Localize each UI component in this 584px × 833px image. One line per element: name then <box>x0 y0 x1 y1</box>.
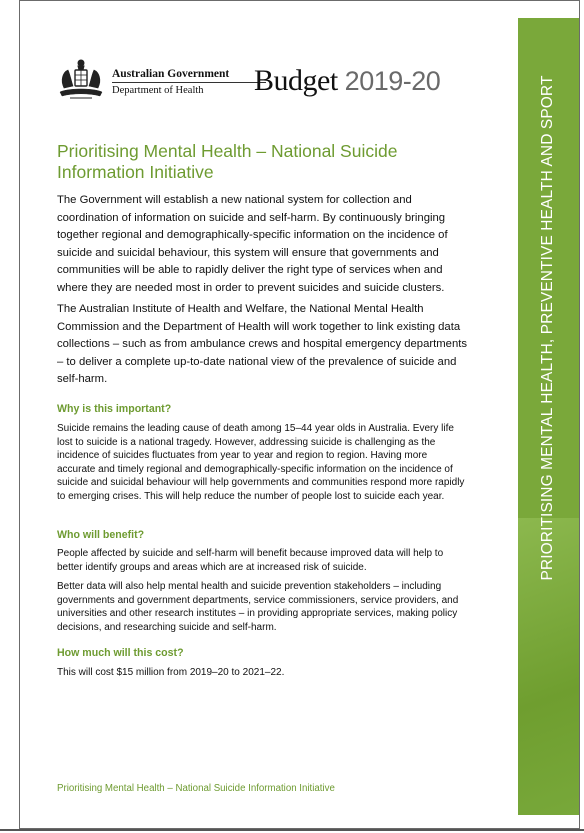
page-title-line-1: Prioritising Mental Health – National Suicide <box>57 141 398 161</box>
cost-text: This will cost $15 million from 2019–20 to 2021–22. <box>57 667 285 678</box>
who-benefit-text-2: Better data will also help mental health and suicide prevention stakeholders – including governments and government departments, service commissioners, service providers, and universities and other research institutes – in providing appropriate services, making policy decisions, and researching suicide and self-harm. <box>57 581 459 633</box>
heading-who-benefit: Who will benefit? <box>57 529 145 541</box>
sidebar-band <box>518 18 579 815</box>
page-title <box>57 141 477 183</box>
budget-year: 2019-20 <box>344 66 441 96</box>
why-important-text: Suicide remains the leading cause of death among 15–44 year olds in Australia. Every life lost to suicide is a national tragedy. However, addressing suicide is challenging as the incidence of suicides fluctuates from year to year and region to region. Having more accurate and timely regional and demographically-specific information on the incidence of suicide and suicidal behaviour will help governments and communities respond more rapidly to emerging crises. This will help reduce the number of people lost to suicide each year. <box>57 423 465 502</box>
sidebar-title: PRIORITISING MENTAL HEALTH, PREVENTIVE HEALTH AND SPORT <box>539 75 556 581</box>
intro-paragraph-2: The Australian Institute of Health and Welfare, the National Mental Health Commission and the Department of Health will work together to link existing data collections – such as from ambulance crews and hospital emergency departments – to deliver a complete up-to-date national view of the prevalence of suicide and self-harm. <box>57 303 468 386</box>
coat-of-arms-icon <box>56 58 106 100</box>
department-name: Department of Health <box>112 85 204 96</box>
budget-word: Budget <box>254 64 338 97</box>
government-name: Australian Government <box>112 68 230 80</box>
header-divider <box>112 82 266 83</box>
intro-paragraph-1: The Government will establish a new national system for collection and coordination of information on suicide and self-harm. By continuously bringing together regional and demographically-specific information on the incidence of suicide and suicidal behaviour, this system will ensure that governments and communities will be able to rapidly deliver the right type of services when and where they are needed most in order to prevent suicides and suicide clusters. <box>57 194 448 294</box>
budget-title <box>254 64 440 98</box>
page-footer: Prioritising Mental Health – National Suicide Information Initiative <box>57 783 335 794</box>
document-header <box>56 58 476 108</box>
heading-cost: How much will this cost? <box>57 647 184 659</box>
page-bottom-rule <box>0 829 584 831</box>
heading-why-important: Why is this important? <box>57 403 172 415</box>
who-benefit-text-1: People affected by suicide and self-harm will benefit because improved data will help to better identify groups and areas which are at increased risk of suicide. <box>57 548 444 573</box>
page-title-line-2: Information Initiative <box>57 162 214 182</box>
